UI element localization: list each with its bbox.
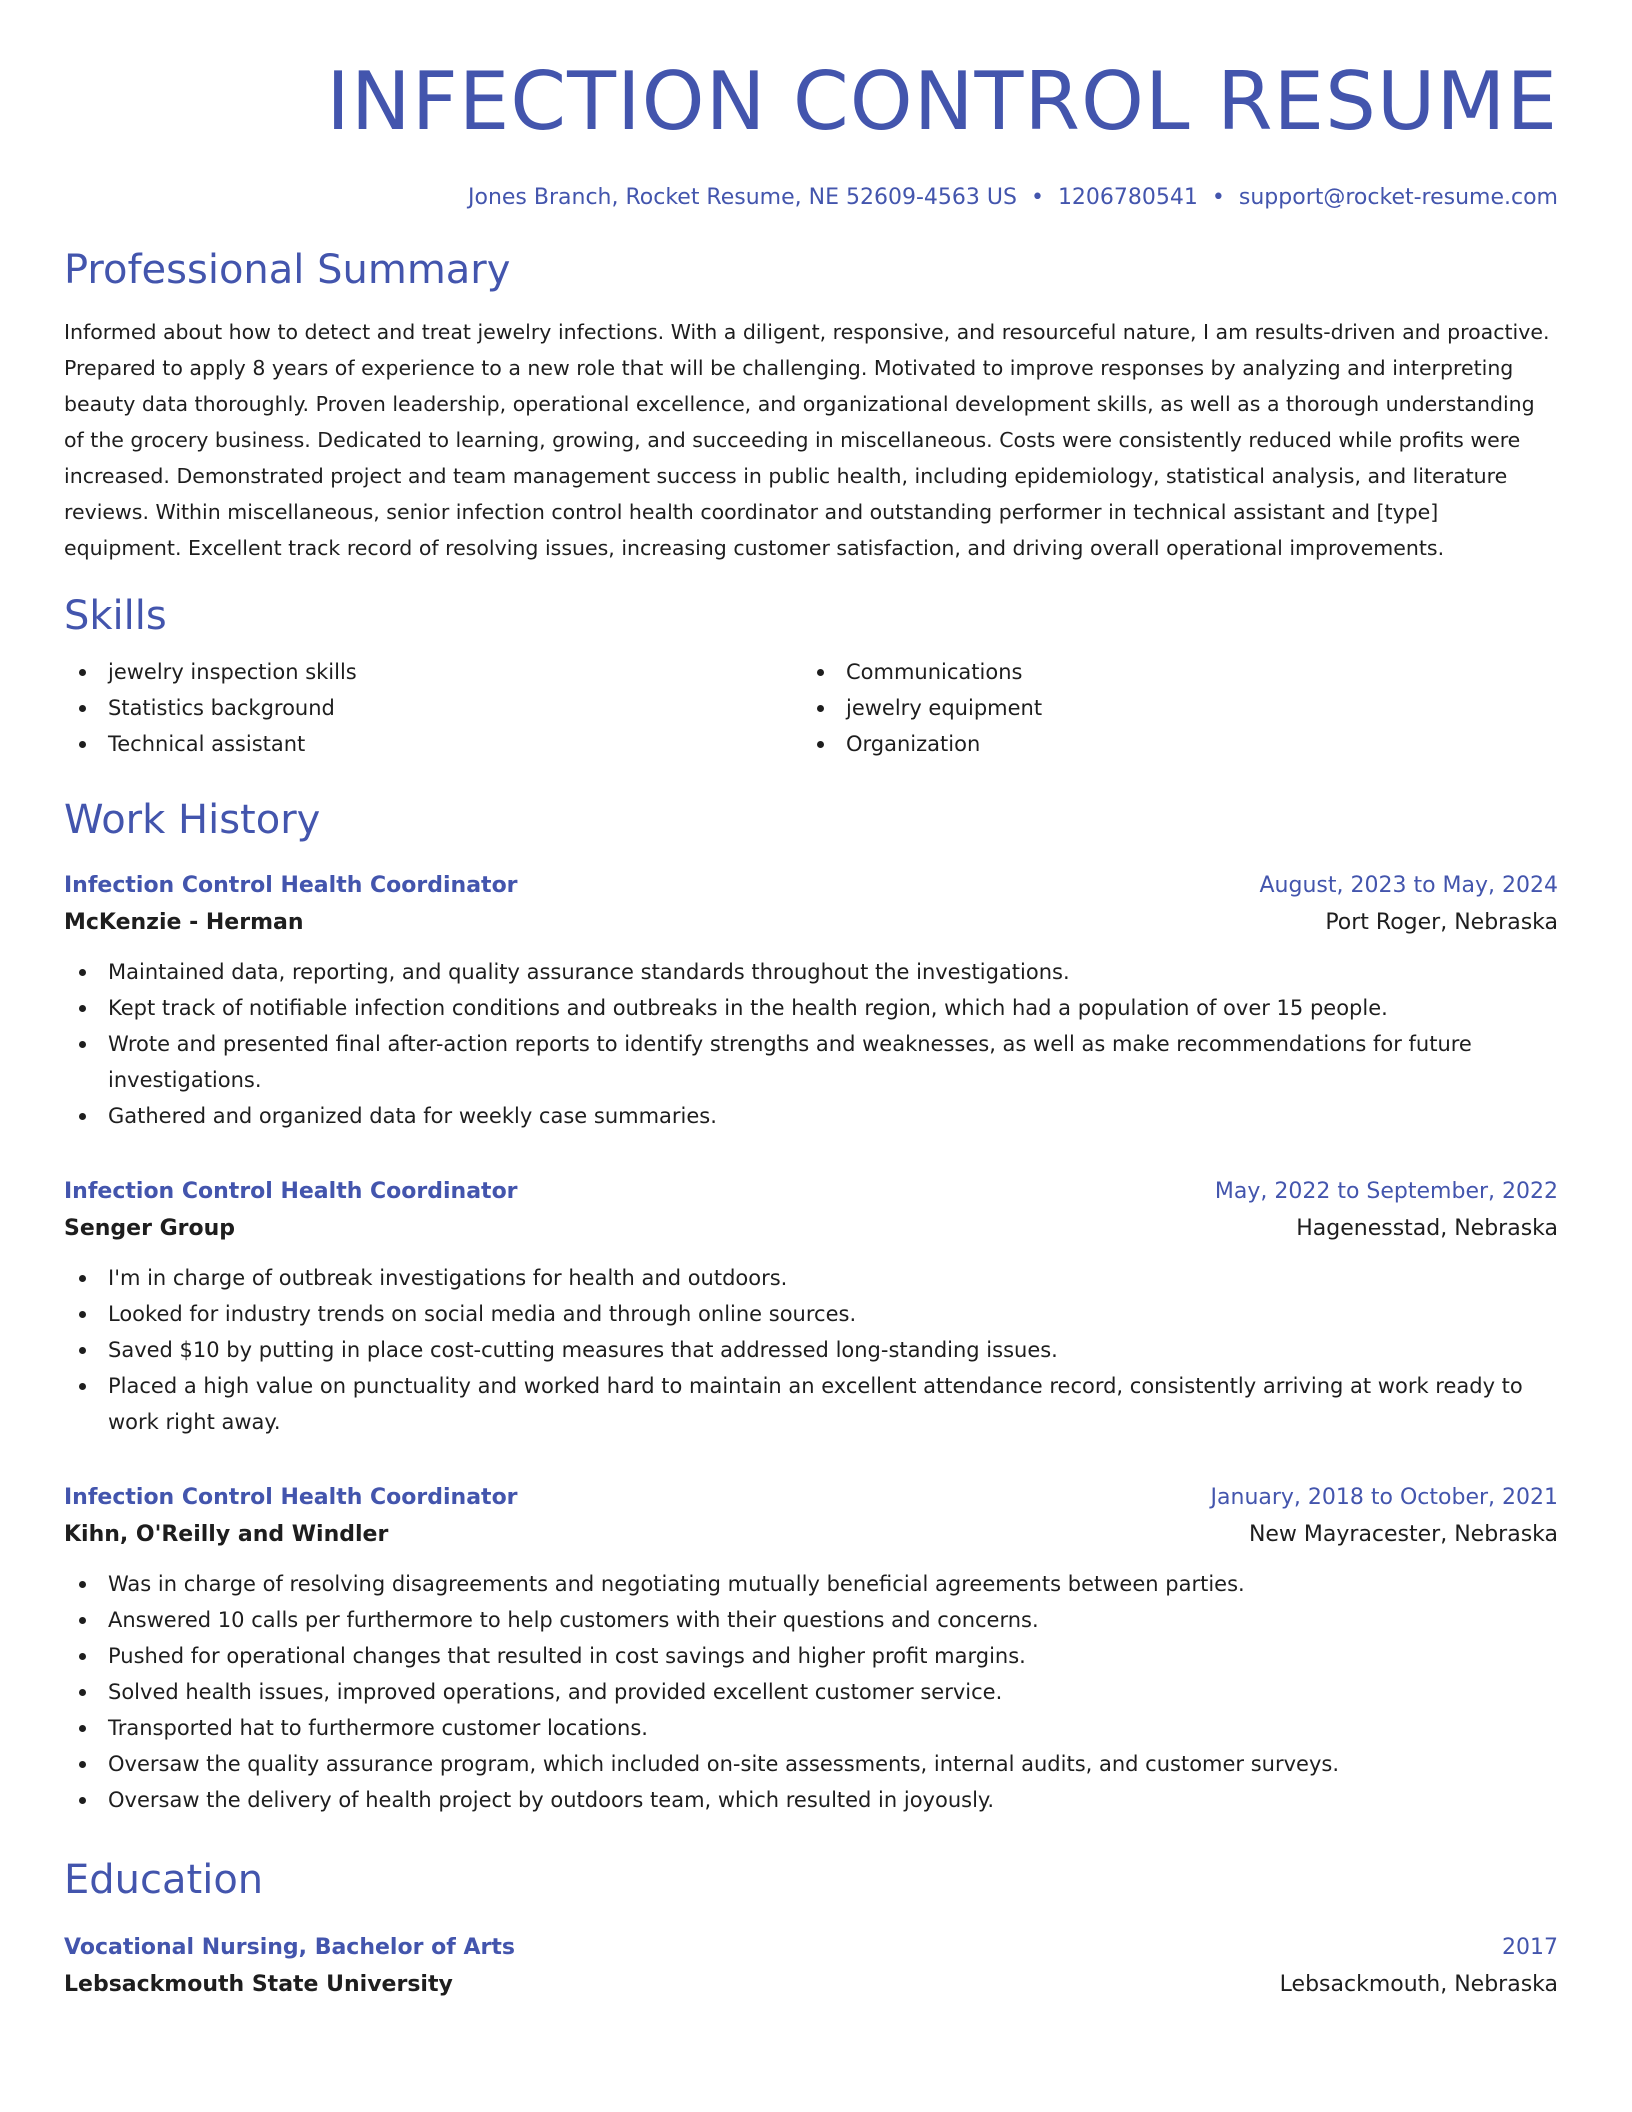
education-section [64, 1856, 1558, 2004]
skills-grid [64, 654, 1558, 762]
job-bullet: Placed a high value on punctuality and worked hard to maintain an excellent attendance record, consistently arriving at work ready to work right away. [64, 1368, 1558, 1440]
work-history-section [64, 796, 1558, 1818]
job-title: Infection Control Health Coordinator [64, 1485, 518, 1510]
job-dates: May, 2022 to September, 2022 [1214, 1179, 1558, 1204]
job-entry [64, 868, 1558, 1134]
job-company: McKenzie - Herman [64, 910, 304, 935]
job-company-row [64, 1210, 1558, 1248]
job-bullet: Maintained data, reporting, and quality assurance standards throughout the investigations. [64, 954, 1558, 990]
job-bullet: Looked for industry trends on social media and through online sources. [64, 1296, 1558, 1332]
contact-line [64, 184, 1558, 212]
skill-item: jewelry inspection skills [64, 654, 802, 690]
job-location: Port Roger, Nebraska [1325, 910, 1558, 935]
education-degree: Vocational Nursing, Bachelor of Arts [64, 1935, 515, 1960]
summary-text: Informed about how to detect and treat jewelry infections. With a diligent, responsive, and resourceful nature, I am results-driven and proactive. Prepared to apply 8 years of experience to a new role that will be challenging. Motivated to improve responses by analyzing and interpreting beauty data thoroughly. Proven leadership, operational excellence, and organizational development skills, as well as a thorough understanding of the grocery business. Dedicated to learning, growing, and succeeding in miscellaneous. Costs were consistently reduced while profits were increased. Demonstrated project and team management success in public health, including epidemiology, statistical analysis, and literature reviews. Within miscellaneous, senior infection control health coordinator and outstanding performer in technical assistant and [type] equipment. Excellent track record of resolving issues, increasing customer satisfaction, and driving overall operational improvements. [64, 320, 1550, 560]
skill-item: jewelry equipment [802, 690, 1540, 726]
education-entry [64, 1930, 1558, 2004]
skill-item: Statistics background [64, 690, 802, 726]
resume-header [64, 0, 1558, 212]
skill-item: Organization [802, 726, 1540, 762]
job-location: Hagenesstad, Nebraska [1296, 1216, 1558, 1241]
contact-phone: 1206780541 [1057, 185, 1198, 210]
job-bullet: Pushed for operational changes that resulted in cost savings and higher profit margins. [64, 1638, 1558, 1674]
job-bullet: I'm in charge of outbreak investigations for health and outdoors. [64, 1260, 1558, 1296]
job-bullet: Wrote and presented final after-action reports to identify strengths and weaknesses, as well as make recommendations for future investigations. [64, 1026, 1558, 1098]
school-row [64, 1966, 1558, 2004]
skills-section [64, 592, 1558, 762]
summary-section [64, 246, 1558, 566]
skills-heading: Skills [64, 593, 167, 639]
skill-item: Communications [802, 654, 1540, 690]
resume-page [64, 0, 1558, 2004]
job-bullet: Kept track of notifiable infection conditions and outbreaks in the health region, which had a population of over 15 people. [64, 990, 1558, 1026]
contact-email: support@rocket-resume.com [1238, 185, 1558, 210]
degree-row [64, 1930, 1558, 1966]
job-bullet: Saved $10 by putting in place cost-cutting measures that addressed long-standing issues. [64, 1332, 1558, 1368]
job-location: New Mayracester, Nebraska [1248, 1522, 1558, 1547]
job-title: Infection Control Health Coordinator [64, 873, 518, 898]
job-bullet: Oversaw the quality assurance program, which included on-site assessments, internal audits, and customer surveys. [64, 1746, 1558, 1782]
job-bullets [64, 954, 1558, 1134]
job-bullet: Answered 10 calls per furthermore to help customers with their questions and concerns. [64, 1602, 1558, 1638]
job-title-row [64, 1174, 1558, 1210]
skills-column-left [64, 654, 802, 762]
contact-separator: • [1211, 185, 1225, 210]
job-bullets [64, 1566, 1558, 1818]
education-heading: Education [64, 1857, 264, 1903]
contact-separator: • [1030, 185, 1044, 210]
job-title-row [64, 868, 1558, 904]
skill-item: Technical assistant [64, 726, 802, 762]
job-title: Infection Control Health Coordinator [64, 1179, 518, 1204]
job-bullet: Oversaw the delivery of health project by outdoors team, which resulted in joyously. [64, 1782, 1558, 1818]
skills-column-right [802, 654, 1540, 762]
job-dates: August, 2023 to May, 2024 [1259, 873, 1558, 898]
job-dates: January, 2018 to October, 2021 [1210, 1485, 1558, 1510]
resume-title: INFECTION CONTROL RESUME [326, 55, 1558, 148]
education-school: Lebsackmouth State University [64, 1972, 453, 1997]
job-entry [64, 1174, 1558, 1440]
job-bullets [64, 1260, 1558, 1440]
job-company: Kihn, O'Reilly and Windler [64, 1522, 389, 1547]
education-year: 2017 [1502, 1935, 1558, 1960]
job-title-row [64, 1480, 1558, 1516]
work-history-heading: Work History [64, 797, 321, 843]
job-company-row [64, 1516, 1558, 1554]
summary-heading: Professional Summary [64, 247, 511, 293]
job-bullet: Was in charge of resolving disagreements and negotiating mutually beneficial agreements between parties. [64, 1566, 1558, 1602]
contact-address: Jones Branch, Rocket Resume, NE 52609-4563 US [468, 185, 1017, 210]
job-bullet: Solved health issues, improved operations, and provided excellent customer service. [64, 1674, 1558, 1710]
job-bullet: Gathered and organized data for weekly case summaries. [64, 1098, 1558, 1134]
job-bullet: Transported hat to furthermore customer locations. [64, 1710, 1558, 1746]
job-company-row [64, 904, 1558, 942]
education-location: Lebsackmouth, Nebraska [1279, 1972, 1558, 1997]
job-entry [64, 1480, 1558, 1818]
job-company: Senger Group [64, 1216, 236, 1241]
